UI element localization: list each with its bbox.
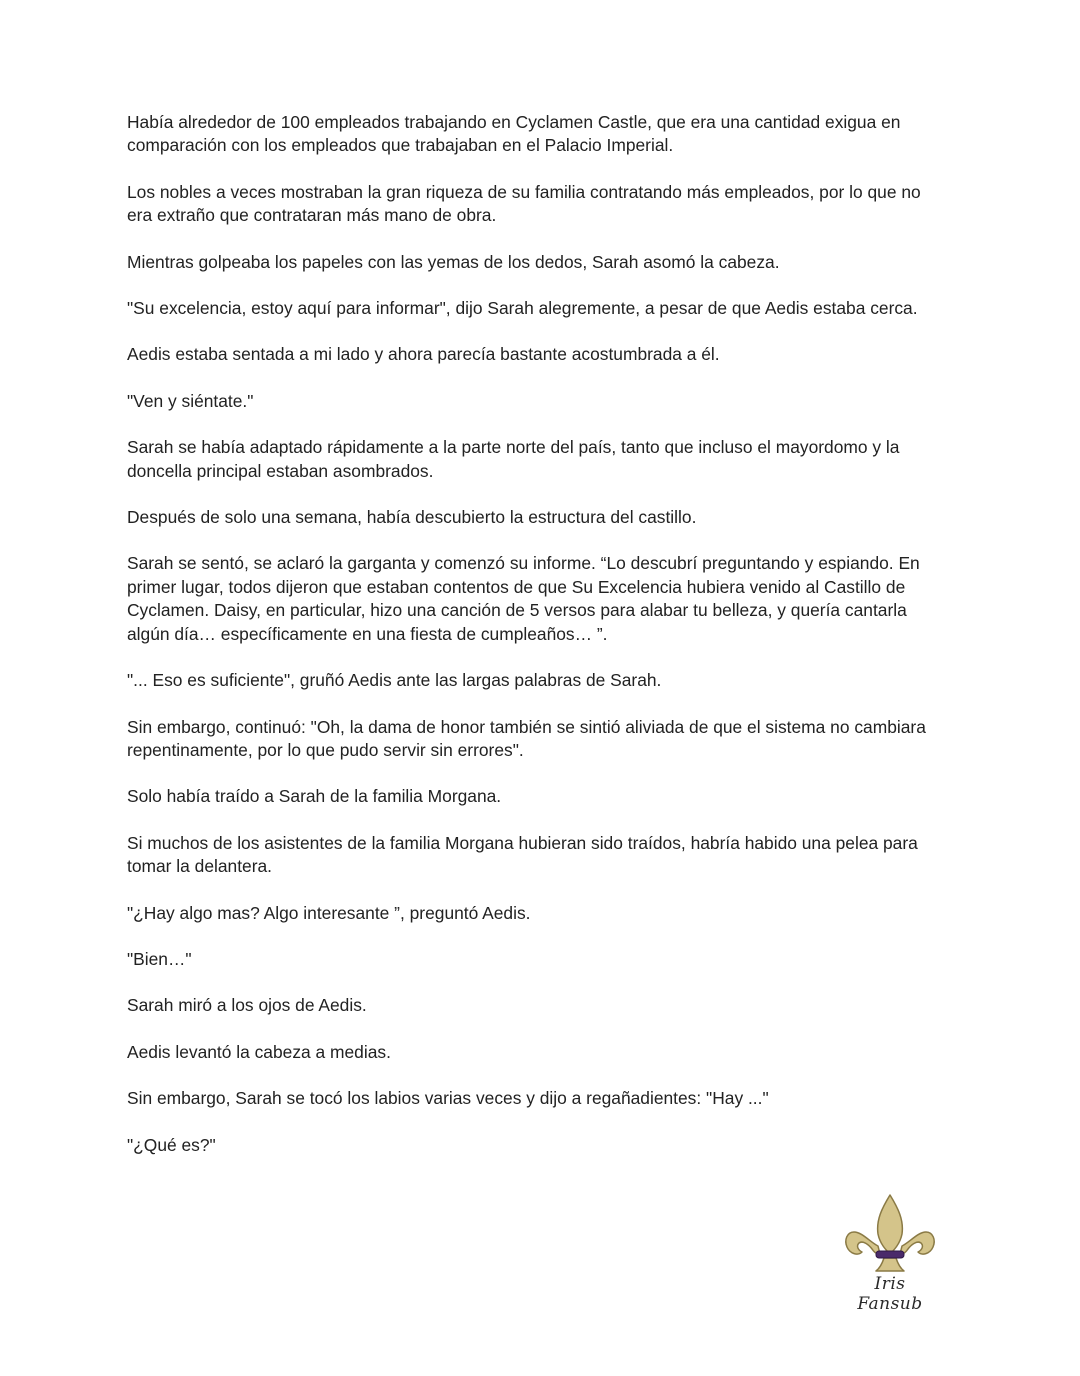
paragraph: "¿Qué es?": [127, 1134, 216, 1155]
paragraph: "Ven y siéntate.": [127, 390, 254, 411]
paragraph: "... Eso es suficiente", gruñó Aedis ante las largas palabras de Sarah.: [127, 670, 662, 691]
paragraph: Si muchos de los asistentes de la familia Morgana hubieran sido traídos, habría habido una pelea para tomar la delantera.: [127, 832, 918, 877]
paragraph: Después de solo una semana, había descubierto la estructura del castillo.: [127, 507, 697, 528]
paragraph: Había alrededor de 100 empleados trabajando en Cyclamen Castle, que era una cantidad exigua en comparación con los empleados que trabajaban en el Palacio Imperial.: [127, 112, 901, 156]
paragraph: Los nobles a veces mostraban la gran riqueza de su familia contratando más empleados, por lo que no era extraño que contrataran más mano de obra.: [127, 181, 921, 226]
logo-text: Iris Fansub: [857, 1274, 923, 1314]
paragraph: Solo había traído a Sarah de la familia Morgana.: [127, 786, 502, 807]
paragraph: Sin embargo, continuó: "Oh, la dama de honor también se sintió aliviada de que el sistema no cambiara repentinamente, por lo que pudo servir sin errores".: [127, 716, 926, 760]
paragraph: Aedis estaba sentada a mi lado y ahora parecía bastante acostumbrada a él.: [127, 344, 720, 365]
paragraph: Sarah se sentó, se aclaró la garganta y comenzó su informe. “Lo descubrí preguntando y espiando. En primer lugar, todos dijeron que estaban contentos de que Su Excelencia hubiera venido al Castillo de Cyclamen. Daisy, en particular, hizo una canción de 5 versos para alabar tu belleza, y quería cantarla algún día… específicamente en una fiesta de cumpleaños… ”.: [127, 553, 920, 644]
fleur-de-lis-icon: [842, 1192, 938, 1274]
paragraph: Aedis levantó la cabeza a medias.: [127, 1041, 391, 1062]
paragraph: Sarah se había adaptado rápidamente a la parte norte del país, tanto que incluso el mayordomo y la doncella principal estaban asombrados.: [127, 437, 900, 481]
iris-fansub-logo: [842, 1192, 938, 1314]
paragraph: "Bien…": [127, 948, 192, 969]
paragraph: Sin embargo, Sarah se tocó los labios varias veces y dijo a regañadientes: "Hay ...": [127, 1088, 769, 1109]
paragraph: "¿Hay algo mas? Algo interesante ”, preguntó Aedis.: [127, 902, 531, 923]
paragraph: Sarah miró a los ojos de Aedis.: [127, 995, 367, 1016]
document-body: [127, 111, 947, 1180]
paragraph: Mientras golpeaba los papeles con las yemas de los dedos, Sarah asomó la cabeza.: [127, 251, 780, 272]
paragraph: "Su excelencia, estoy aquí para informar", dijo Sarah alegremente, a pesar de que Aedis estaba cerca.: [127, 298, 918, 319]
